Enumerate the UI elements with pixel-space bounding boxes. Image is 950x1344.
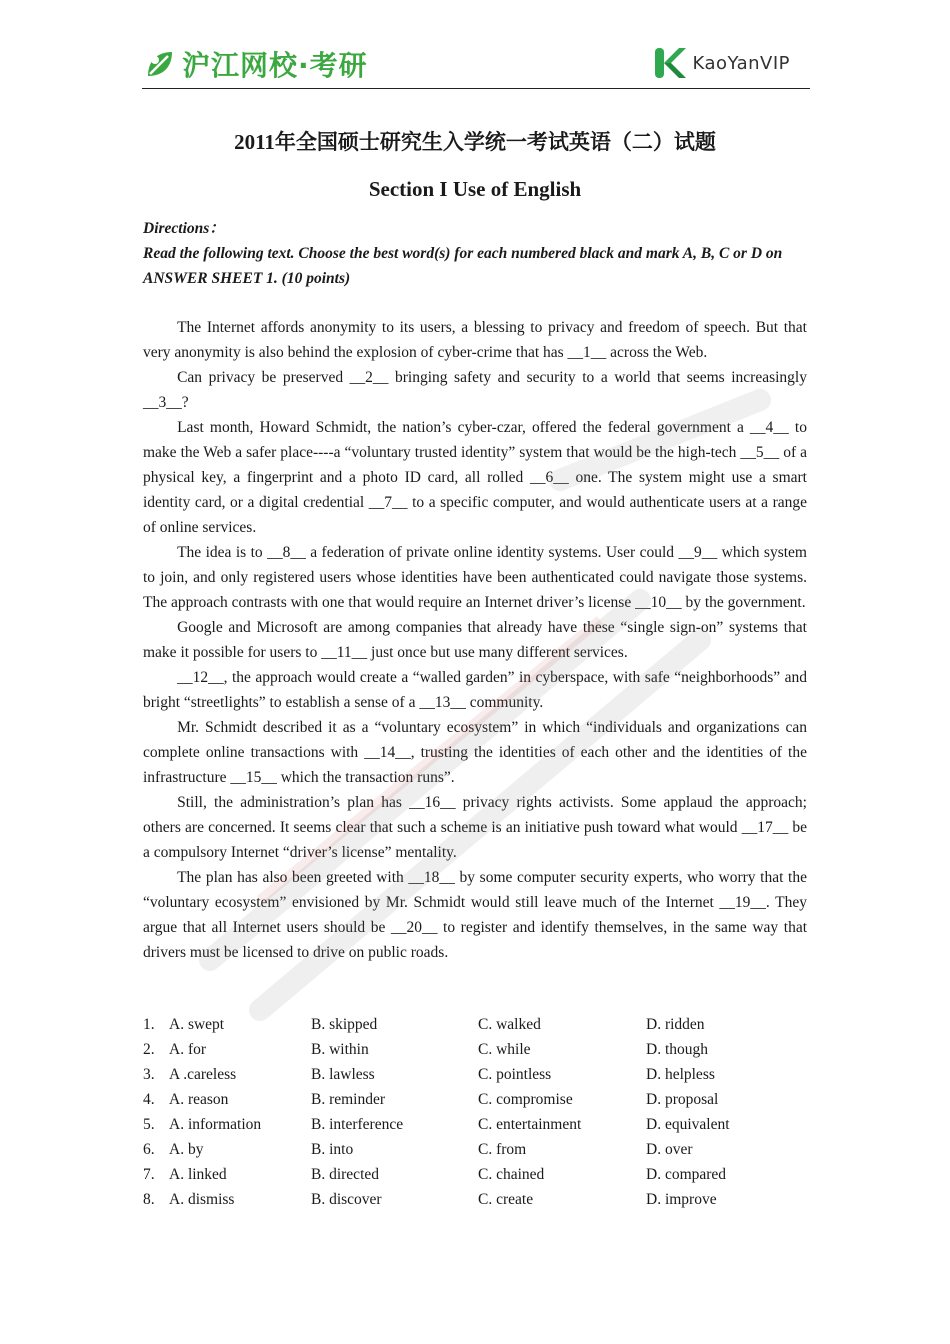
option-b: B. skipped	[311, 1016, 378, 1033]
option-d: D. equivalent	[646, 1116, 730, 1133]
option-row	[143, 1037, 807, 1062]
option-number: 6.	[143, 1141, 155, 1158]
hujiang-logo	[142, 44, 368, 84]
option-a: A. information	[169, 1116, 262, 1133]
option-c: C. while	[478, 1041, 531, 1058]
directions	[143, 216, 807, 291]
hujiang-logo-text: 沪江网校·考研	[182, 49, 368, 82]
leaf-icon	[142, 46, 178, 82]
option-b: B. reminder	[311, 1091, 386, 1108]
option-row	[143, 1087, 807, 1112]
option-number: 2.	[143, 1041, 155, 1058]
passage-paragraph: Last month, Howard Schmidt, the nation’s cyber-czar, offered the federal government a __4__ to make the Web a safer place----a “voluntary trusted identity” system that would be the high-tech __5__ of a physical key, a fingerprint and a photo ID card, all rolled __6__ one. The system might use a smart identity card, or a digital credential __7__ to a specific computer, and would authenticate users at a range of online services.	[143, 419, 807, 536]
option-b: B. into	[311, 1141, 354, 1158]
option-number: 4.	[143, 1091, 155, 1108]
passage-paragraph: The Internet affords anonymity to its users, a blessing to privacy and freedom of speech. But that very anonymity is also behind the explosion of cyber-crime that has __1__ across the Web.	[143, 319, 807, 361]
option-d: D. over	[646, 1141, 693, 1158]
option-b: B. directed	[311, 1166, 380, 1183]
option-c: C. walked	[478, 1016, 541, 1033]
option-c: C. compromise	[478, 1091, 573, 1108]
option-c: C. create	[478, 1191, 534, 1208]
option-c: C. pointless	[478, 1066, 552, 1083]
option-b: B. within	[311, 1041, 369, 1058]
option-d: D. though	[646, 1041, 708, 1058]
option-a: A. by	[169, 1141, 204, 1158]
option-a: A. linked	[169, 1166, 227, 1183]
option-number: 8.	[143, 1191, 155, 1208]
option-d: D. ridden	[646, 1016, 705, 1033]
passage-paragraph: __12__, the approach would create a “walled garden” in cyberspace, with safe “neighborhoods” and bright “streetlights” to establish a sense of a __13__ community.	[143, 669, 807, 711]
passage-paragraph: The plan has also been greeted with __18__ by some computer security experts, who worry that the “voluntary ecosystem” envisioned by Mr. Schmidt would still leave much of the Internet __19__. They argue that all Internet users should be __20__ to register and identify themselves, in the same way that drivers must be licensed to drive on public roads.	[143, 869, 807, 961]
directions-label: Directions：	[143, 220, 225, 237]
option-b: B. discover	[311, 1191, 382, 1208]
option-number: 1.	[143, 1016, 155, 1033]
option-number: 5.	[143, 1116, 155, 1133]
reading-passage	[143, 315, 807, 965]
k-icon	[653, 46, 687, 80]
kaoyanvip-logo-text: KaoYanVIP	[692, 52, 790, 74]
option-c: C. entertainment	[478, 1116, 582, 1133]
exam-title: 2011年全国硕士研究生入学统一考试英语（二）试题	[234, 130, 716, 154]
option-a: A. reason	[169, 1091, 229, 1108]
option-row	[143, 1187, 807, 1212]
option-a: A. swept	[169, 1016, 225, 1033]
passage-paragraph: Can privacy be preserved __2__ bringing safety and security to a world that seems increasingly __3__?	[143, 369, 807, 411]
section-title: Section I Use of English	[368, 177, 582, 201]
kaoyanvip-logo	[653, 46, 790, 80]
option-a: A. dismiss	[169, 1191, 235, 1208]
option-number: 7.	[143, 1166, 155, 1183]
directions-text: Read the following text. Choose the best word(s) for each numbered black and mark A, B, C or D on ANSWER SHEET 1. (10 points)	[143, 245, 783, 287]
option-row	[143, 1012, 807, 1037]
option-b: B. lawless	[311, 1066, 375, 1083]
answer-options	[143, 1012, 807, 1212]
option-a: A. for	[169, 1041, 207, 1058]
page-header	[142, 40, 810, 89]
option-d: D. helpless	[646, 1066, 715, 1083]
option-d: D. improve	[646, 1191, 717, 1208]
passage-paragraph: The idea is to __8__ a federation of private online identity systems. User could __9__ which system to join, and only registered users whose identities have been authenticated could navigate those systems. The approach contrasts with one that would require an Internet driver’s license __10__ by the government.	[143, 544, 807, 611]
option-number: 3.	[143, 1066, 155, 1083]
option-row	[143, 1062, 807, 1087]
option-a: A .careless	[169, 1066, 237, 1083]
option-d: D. proposal	[646, 1091, 719, 1108]
option-c: C. chained	[478, 1166, 545, 1183]
option-row	[143, 1162, 807, 1187]
option-row	[143, 1137, 807, 1162]
option-b: B. interference	[311, 1116, 404, 1133]
option-d: D. compared	[646, 1166, 727, 1183]
passage-paragraph: Still, the administration’s plan has __16__ privacy rights activists. Some applaud the approach; others are concerned. It seems clear that such a scheme is an initiative push toward what would __17__ be a compulsory Internet “driver’s license” mentality.	[143, 794, 807, 861]
passage-paragraph: Google and Microsoft are among companies that already have these “single sign-on” systems that make it possible for users to __11__ just once but use many different services.	[143, 619, 807, 661]
passage-paragraph: Mr. Schmidt described it as a “voluntary ecosystem” in which “individuals and organizations can complete online transactions with __14__, trusting the identities of each other and the identities of the infrastructure __15__ which the transaction runs”.	[143, 719, 807, 786]
option-row	[143, 1112, 807, 1137]
option-c: C. from	[478, 1141, 527, 1158]
